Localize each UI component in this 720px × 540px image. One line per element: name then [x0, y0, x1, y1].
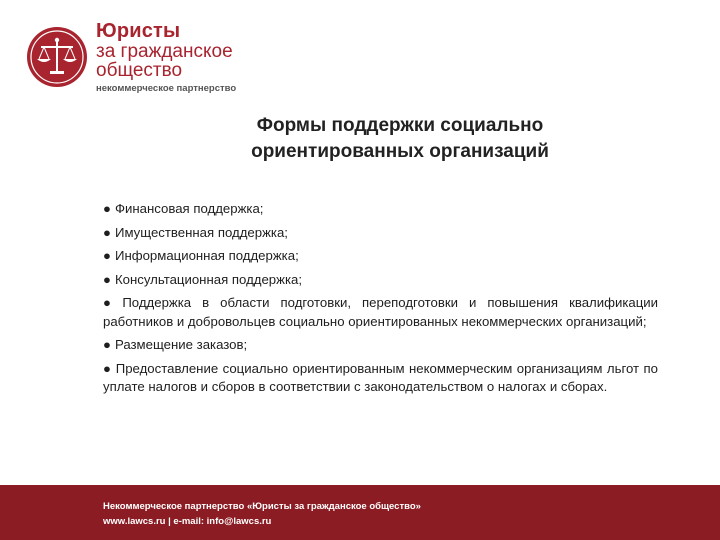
list-item-text: Предоставление социально ориентированным некоммерческим организациям льгот по уплате налогов и сборов в соответствии с законодательством о налогах и сборах. [103, 360, 658, 394]
title-line-2: ориентированных организаций [251, 141, 549, 162]
list-item [103, 294, 658, 331]
support-forms-list [103, 200, 658, 402]
logo-line-1: Юристы [96, 20, 181, 42]
page-title [140, 113, 660, 165]
list-item [103, 224, 658, 243]
scales-icon [26, 26, 88, 88]
list-item-text: Размещение заказов; [114, 337, 248, 352]
footer-contacts: www.lawcs.ru | e-mail: info@lawcs.ru [103, 516, 272, 527]
list-item [103, 247, 658, 266]
title-line-1: Формы поддержки социально [256, 115, 544, 136]
footer [0, 485, 720, 540]
bullet-icon: ● [103, 224, 111, 240]
list-item-text: Имущественная поддержка; [114, 224, 288, 240]
list-item [103, 271, 658, 290]
logo-line-2: за гражданское [96, 41, 233, 62]
list-item [103, 336, 658, 355]
bullet-icon: ● [103, 360, 112, 376]
list-item-text: Консультационная поддержка; [114, 271, 303, 287]
bullet-icon: ● [103, 337, 111, 352]
list-item [103, 360, 658, 397]
bullet-icon: ● [103, 248, 111, 263]
bullet-icon: ● [103, 271, 111, 287]
bullet-icon: ● [103, 201, 111, 216]
logo [22, 18, 282, 98]
logo-subtitle: некоммерческое партнерство [96, 83, 237, 94]
logo-text [96, 20, 236, 96]
list-item-text: Поддержка в области подготовки, переподготовки и повышения квалификации работников и добровольцев социально ориентированных некоммерческих организаций; [103, 295, 658, 329]
list-item [103, 200, 658, 219]
list-item-text: Информационная поддержка; [114, 248, 299, 263]
bullet-icon: ● [103, 295, 119, 310]
logo-line-3: общество [96, 60, 183, 81]
footer-organization: Некоммерческое партнерство «Юристы за гражданское общество» [103, 501, 421, 512]
list-item-text: Финансовая поддержка; [114, 201, 264, 216]
